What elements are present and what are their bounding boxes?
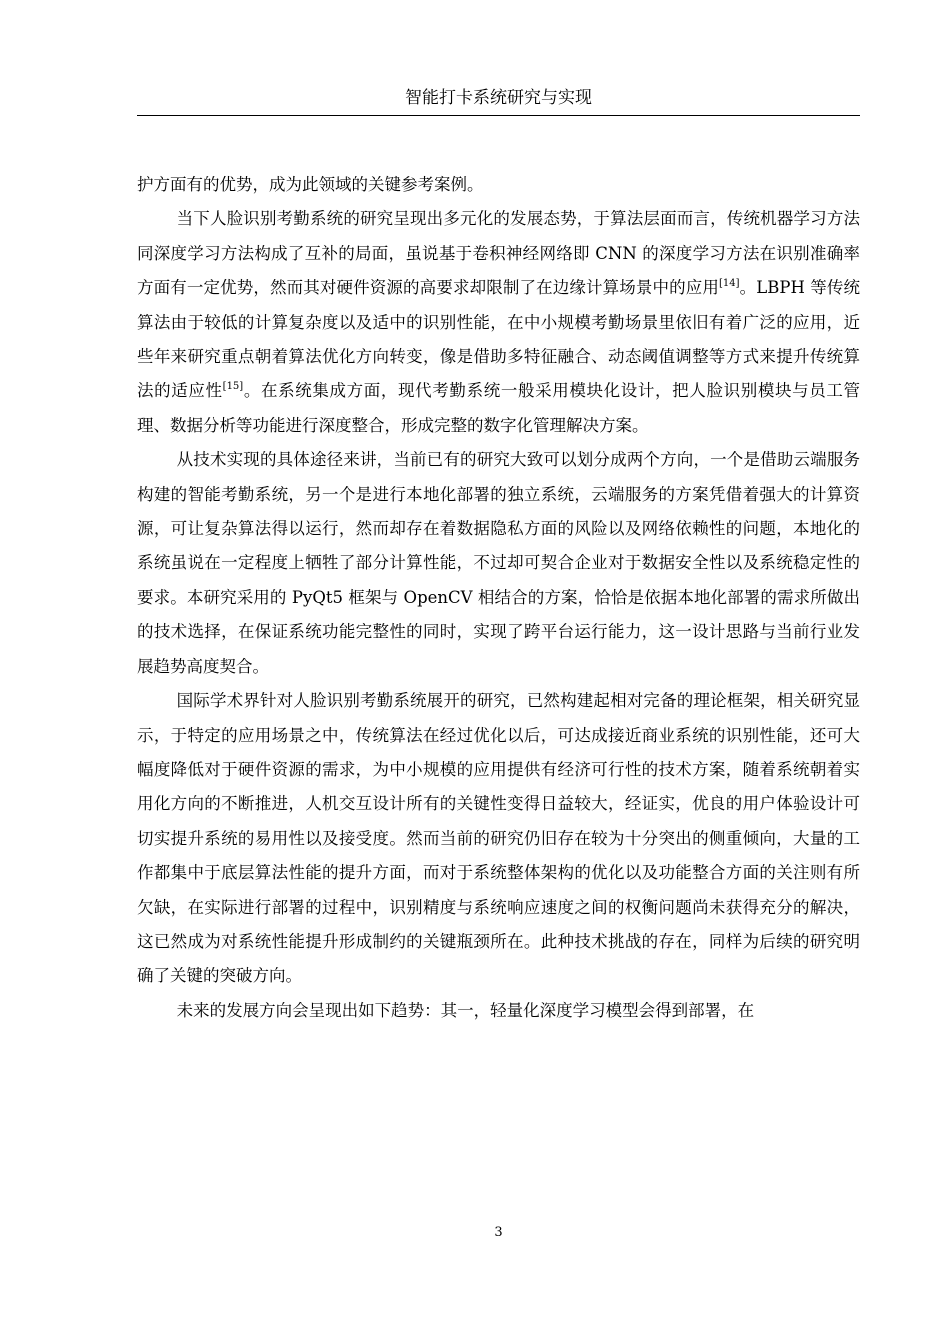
paragraph-international-research: 国际学术界针对人脸识别考勤系统展开的研究，已然构建起相对完备的理论框架，相关研究显示，于特定的应用场景之中，传统算法在经过优化以后，可达成接近商业系统的识别性能，还可大幅度降低对于硬件资源的需求，为中小规模的应用提供有经济可行性的技术方案，随着系统朝着实用化方向的不断推进，人机交互设计所有的关键性变得日益较大，经证实，优良的用户体验设计可切实提升系统的易用性以及接受度。然而当前的研究仍旧存在较为十分突出的侧重倾向，大量的工作都集中于底层算法性能的提升方面，而对于系统整体架构的优化以及功能整合方面的关注则有所欠缺，在实际进行部署的过程中，识别精度与系统响应速度之间的权衡问题尚未获得充分的解决，这已然成为对系统性能提升形成制约的关键瓶颈所在。此种技术挑战的存在，同样为后续的研究明确了关键的突破方向。 [137, 691, 860, 986]
paragraph-text: 。在系统集成方面，现代考勤系统一般采用模块化设计，把人脸识别模块与员工管理、数据分析等功能进行深度整合，形成完整的数字化管理解决方案。 [137, 381, 861, 435]
header-rule [137, 115, 860, 116]
paragraph-implementation-paths: 从技术实现的具体途径来讲，当前已有的研究大致可以划分成两个方向，一个是借助云端服务构建的智能考勤系统，另一个是进行本地化部署的独立系统，云端服务的方案凭借着强大的计算资源，可让复杂算法得以运行，然而却存在着数据隐私方面的风险以及网络依赖性的问题，本地化的系统虽说在一定程度上牺牲了部分计算性能，不过却可契合企业对于数据安全性以及系统稳定性的要求。本研究采用的 PyQt5 框架与 OpenCV 相结合的方案，恰恰是依据本地化部署的需求所做出的技术选择，在保证系统功能完整性的同时，实现了跨平台运行能力，这一设计思路与当前行业发展趋势高度契合。 [137, 450, 860, 676]
page-number: 3 [494, 1225, 503, 1240]
paragraph-text: 。LBPH 等传统算法由于较低的计算复杂度以及适中的识别性能，在中小规模考勤场景里依旧有着广泛的应用，近些年来研究重点朝着算法优化方向转变，像是借助多特征融合、动态阈值调整等方式来提升传统算法的适应性 [137, 278, 860, 401]
citation-14: [14] [719, 278, 740, 290]
citation-15: [15] [222, 381, 244, 393]
paragraph-future-trends: 未来的发展方向会呈现出如下趋势：其一，轻量化深度学习模型会得到部署，在 [176, 1000, 755, 1020]
paragraph-research-status [137, 202, 860, 443]
paragraph-text: 当下人脸识别考勤系统的研究呈现出多元化的发展态势，于算法层面而言，传统机器学习方法同深度学习方法构成了互补的局面，虽说基于卷积神经网络即 CNN 的深度学习方法在识别准确率方面有一定优势，然而其对硬件资源的高要求却限制了在边缘计算场景中的应用 [137, 209, 860, 298]
body-text [137, 168, 860, 1028]
paragraph-continuation: 护方面有的优势，成为此领域的关键参考案例。 [137, 175, 484, 194]
running-header: 智能打卡系统研究与实现 [405, 88, 592, 108]
